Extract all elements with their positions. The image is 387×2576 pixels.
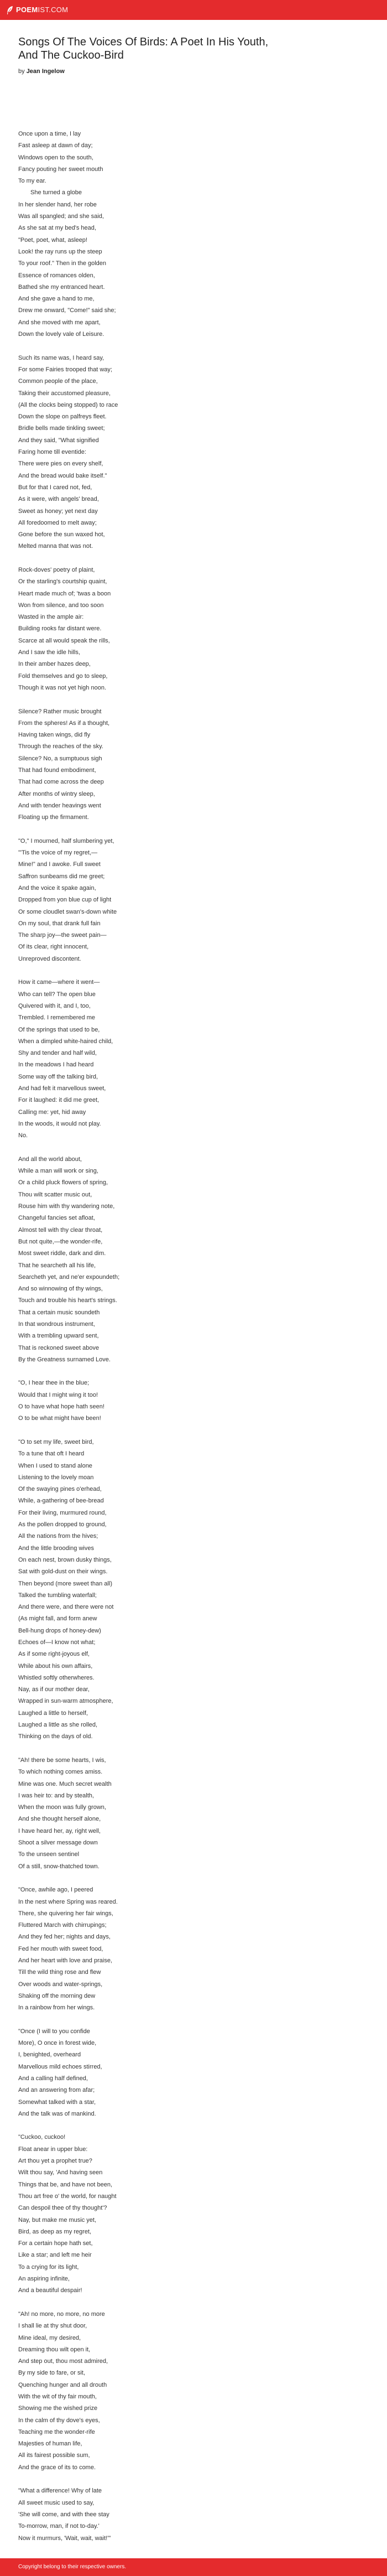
poem-line: And they fed her; nights and days, [18,1934,111,1941]
poem-line: Nay, as if our mother dear, [18,1686,90,1693]
stanza [18,836,350,965]
poem-line: Or some cloudlet swan's-down white [18,908,117,915]
poem-line: "What a difference! Why of late [18,2487,102,2495]
poem-line: Down the slope on palfreys fleet. [18,413,107,421]
poem-line: Showing me the wished prize [18,2405,98,2412]
poem-line: Most sweet riddle, dark and dim. [18,1250,106,1257]
poem-line: How it came—where it went— [18,979,100,986]
poem-line: In the nest where Spring was reared. [18,1898,118,1905]
author-link[interactable]: Jean Ingelow [26,68,65,75]
poem-line: And step out, thou most admired, [18,2358,108,2365]
poem-author [18,68,65,75]
poem-line: And all the world about, [18,1155,82,1163]
poem-line: And a calling half defined, [18,2075,88,2082]
poem-line: And she moved with me apart, [18,319,101,326]
poem-line: Bathed she my entranced heart. [18,283,105,291]
poem-line: Things that be, and have not been, [18,2181,113,2188]
poem-line: Wilt thou say, 'And having seen [18,2169,103,2176]
poem-line: Through the reaches of the sky. [18,743,103,750]
stanza [18,128,350,340]
poem-line: Art thou yet a prophet true? [18,2158,92,2165]
poem-line: As she sat at my bed's head, [18,225,96,232]
poem-line: O to be what might have been! [18,1415,101,1422]
poem-line: Marvellous mild echoes stirred, [18,2063,102,2070]
poem-line: Mine was one. Much secret wealth [18,1780,112,1787]
logo-text-rest: IST.COM [38,6,69,14]
poem-line: To your roof." Then in the golden [18,260,107,267]
poem-line: An aspiring infinite, [18,2276,70,2283]
site-logo-link[interactable] [6,5,68,15]
poem-line: "Ah! no more, no more, no more [18,2310,105,2318]
poem-line: By the Greatness surnamed Love. [18,1356,111,1363]
poem-line: In her slender hand, her robe [18,201,97,208]
poem-line: Shaking off the morning dew [18,1992,96,1999]
poem-line: Once upon a time, I lay [18,131,81,137]
poem-line: In the calm of thy dove's eyes, [18,2417,100,2424]
poem-line: For their living, murmured round, [18,1509,107,1516]
poem-line: Unreproved discontent. [18,955,81,962]
poem-line: Saffron sunbeams did me greet; [18,873,105,880]
poem-body [18,128,350,2544]
poem-line: Echoes of—I know not what; [18,1639,96,1646]
poem-line: To a tune that oft I heard [18,1450,85,1458]
poem-line: All the nations from the hives; [18,1533,98,1540]
poem-line: Talked the tumbling waterfall; [18,1592,97,1599]
poem-line: Common people of the place, [18,378,98,385]
poem-line: Bird, as deep as my regret, [18,2228,92,2235]
poem-line: "O to set my life, sweet bird, [18,1438,94,1445]
poem-line: All sweet music used to say, [18,2499,95,2506]
poem-line: Laughed a little as she rolled, [18,1722,98,1729]
poem-line: In a rainbow from her wings. [18,2004,95,2012]
poem-line: Majesties of human life, [18,2440,82,2448]
poem-line: I was heir to: and by stealth, [18,1792,94,1799]
poem-line: Now it murmurs, 'Wait, wait, wait!'" [18,2534,111,2542]
poem-line: "Cuckoo, cuckoo! [18,2134,66,2141]
stanza [18,564,350,694]
poem-line: Sweet as honey; yet next day [18,507,98,515]
poem-line: But for that I cared not, fed, [18,484,92,491]
poem-line: Silence? No, a sumptuous sigh [18,755,102,762]
poem-line: Teaching me the wonder-rife [18,2428,95,2435]
poem-line: Who can tell? The open blue [18,991,96,998]
poem-line: And her heart with love and praise, [18,1957,112,1965]
poem-line: As the pollen dropped to ground, [18,1521,107,1528]
poem-line: And a beautiful despair! [18,2287,82,2294]
poem-line: Drew me onward, "Come!" said she; [18,307,116,314]
poem-line: All its fairest possible sum, [18,2452,90,2459]
poem-line: That had found embodiment, [18,767,96,774]
author-prefix: by [18,68,25,75]
poem-line: And the voice it spake again, [18,885,96,892]
poem-line: And had felt it marvellous sweet, [18,1085,106,1092]
poem-line: Can despoil thee of thy thought'? [18,2205,107,2212]
stanza [18,1154,350,1366]
poem-line: Shoot a silver message down [18,1839,98,1847]
poem-line: Dreaming thou wilt open it, [18,2346,91,2353]
stanza [18,2485,350,2544]
stanza [18,706,350,824]
poem-line: That had come across the deep [18,779,104,786]
poem-line: Would that I might wing it too! [18,1391,98,1398]
poem-line: Or the starling's courtship quaint, [18,578,107,585]
poem-line: Thinking on the days of old. [18,1733,93,1740]
poem-line: Laughed a little to herself, [18,1709,88,1717]
stanza [18,1755,350,1873]
stanza [18,353,350,553]
poem-line: Till the wild thing rose and flew [18,1969,101,1976]
poem-line: The sharp joy—the sweet pain— [18,932,107,939]
poem-line: Float anear in upper blue: [18,2145,88,2153]
poem-line: Some way off the talking bird, [18,1073,98,1080]
poem-line: Silence? Rather music brought [18,708,102,715]
poem-line: When the moon was fully grown, [18,1804,106,1811]
poem-line: Gone before the sun waxed hot, [18,531,105,538]
logo-text-bold: POEM [16,6,38,14]
poem-line: That he searcheth all his life, [18,1262,96,1269]
poem-line: To the unseen sentinel [18,1851,80,1858]
poem-line: To my ear. [18,178,46,185]
poem-line: That a certain music soundeth [18,1309,100,1316]
poem-line: From the spheres! As if a thought, [18,719,110,727]
poem-line: Of a still, snow-thatched town. [18,1863,100,1870]
poem-line: 'She will come, and with thee stay [18,2511,109,2518]
poem-line: I, benighted, overheard [18,2051,81,2059]
poem-line: Though it was not yet high noon. [18,684,106,691]
poem-line: In their amber hazes deep, [18,661,91,668]
poem-line: Somewhat talked with a star, [18,2098,96,2106]
poem-line: Searcheth yet, and ne'er expoundeth; [18,1273,120,1281]
poem-line: Bridle bells made tinkling sweet; [18,425,105,432]
poem-line: And she gave a hand to me, [18,296,95,303]
poem-line: When a dimpled white-haired child, [18,1038,113,1045]
poem-line: To-morrow, man, if not to-day.' [18,2523,100,2530]
poem-line: When I used to stand alone [18,1462,92,1469]
stanza [18,1377,350,1424]
poem-line: And she thought herself alone, [18,1816,101,1823]
poem-line: Thou art free o' the world, for naught [18,2193,117,2200]
poem-line: "O," I mourned, half slumbering yet, [18,837,114,844]
stanza [18,2026,350,2120]
poem-line: And the little brooding wives [18,1544,94,1552]
poem-line: And the talk was of mankind. [18,2110,96,2117]
poem-line: Fancy pouting her sweet mouth [18,165,103,173]
poem-line: Quenching hunger and all drouth [18,2381,107,2388]
poem-line: For some Fairies trooped that way; [18,366,112,373]
poem-line: "Ah! there be some hearts, I wis, [18,1756,106,1764]
poem-line: Of its clear, right innocent, [18,944,89,951]
poem-line: (As might fall, and form anew [18,1615,97,1623]
poem-line: Fluttered March with chirrupings; [18,1922,107,1929]
poem-line: But not quite,—the wonder-rife, [18,1238,103,1245]
poem-line: Sat with gold-dust on their wings. [18,1568,108,1575]
poem-line: "Once (I will to you confide [18,2028,90,2035]
poem-line: Fast asleep at dawn of day; [18,142,93,149]
stanza [18,2132,350,2297]
poem-line: She turned a globe [30,189,82,196]
poem-line: Heart made much of; 'twas a boon [18,590,111,597]
poem-line: With the wit of thy fair mouth, [18,2393,97,2400]
poem-line: No. [18,1132,28,1139]
poem-line: With a trembling upward sent, [18,1333,99,1340]
poem-line: "O, I hear thee in the blue; [18,1380,90,1387]
site-header [0,0,387,20]
poem-line: And so winnowing of thy wings, [18,1286,103,1293]
poem-line: I have heard her, ay, right well, [18,1827,101,1834]
poem-line: Nay, but make me music yet, [18,2216,97,2223]
poem-line: Essence of romances olden, [18,272,95,279]
poem-line: Building rooks far distant were. [18,625,102,633]
poem-line: While a man will work or sing, [18,1168,98,1175]
poem-line: Quivered with it, and I, too, [18,1002,91,1009]
poem-line: Touch and trouble his heart's strings. [18,1297,117,1304]
poem-line: Thou wilt scatter music out, [18,1191,92,1198]
stanza [18,1884,350,2014]
poem-title: Songs Of The Voices Of Birds: A Poet In His Youth, And The Cuckoo-Bird [18,36,269,61]
stanza [18,977,350,1142]
poem-line: Dropped from yon blue cup of light [18,896,112,904]
poem-line: Melted manna that was not. [18,543,93,550]
poem-line: On each nest, brown dusky things, [18,1556,112,1563]
poem-line: After months of wintry sleep, [18,790,95,797]
poem-line: Windows open to the south, [18,154,93,161]
stanza [18,2309,350,2474]
poem-line: Calling me: yet, hid away [18,1108,86,1116]
feather-icon [6,6,13,15]
poem-line: In the meadows I had heard [18,1061,94,1069]
poem-line: And they said, "What signified [18,437,99,444]
poem-line: Such its name was, I heard say, [18,354,104,361]
poem-line: There, she quivering her fair wings, [18,1910,113,1917]
poem-line: Like a star; and left me heir [18,2252,92,2259]
poem-line: Wasted in the ample air: [18,614,84,621]
poem-line: Almost tell with thy clear throat, [18,1226,103,1233]
poem-line: I shall lie at thy shut door, [18,2323,87,2330]
poem-line: As if some right-joyous elf, [18,1651,90,1658]
poem-line: To a crying for its light, [18,2263,79,2271]
poem-line: To which nothing comes amiss. [18,1769,103,1776]
poem-line: For it laughed: it did me greet, [18,1097,100,1104]
poem-line: Changeful fancies set afloat, [18,1215,95,1222]
poem-line: Then beyond (more sweet than all) [18,1580,112,1587]
poem-line: Mine!" and I awoke. Full sweet [18,861,101,868]
poem-line: Whistled softly otherwheres. [18,1674,95,1681]
poem-line: "Once, awhile ago, I peered [18,1886,93,1894]
poem-line: Mine ideal, my desired, [18,2334,81,2341]
poem-line: Down the lovely vale of Leisure. [18,331,104,338]
poem-line: That is reckoned sweet above [18,1344,100,1351]
poem-line: In the woods, it would not play. [18,1120,101,1127]
poem-line: As it were, with angels' bread, [18,496,99,503]
poem-line: While, a-gathering of bee-bread [18,1497,104,1505]
poem-line: For a certain hope hath set, [18,2240,93,2247]
poem-line: Of the springs that used to be, [18,1026,100,1033]
poem-line: And the bread would bake itself." [18,472,107,479]
poem-line: Fold themselves and go to sleep, [18,672,108,680]
poem-line: Listening to the lovely moan [18,1474,94,1481]
site-footer [0,2558,387,2576]
poem-line: "Poet, poet, what, asleep! [18,236,87,243]
poem-line: By my side to fare, or sit, [18,2370,86,2377]
poem-line: Or a child pluck flowers of spring, [18,1179,108,1186]
poem-line: More), O once in forest wide, [18,2040,97,2047]
poem-line: "'Tis the voice of my regret,— [18,849,98,857]
poem-line: (All the clocks being stopped) to race [18,401,118,408]
poem-line: All foredoomed to melt away; [18,519,97,526]
poem-line: There were pies on every shelf, [18,460,103,468]
poem-line: And the grace of its to come. [18,2464,96,2471]
poem-line: Look! the ray runs up the steep [18,248,102,255]
poem-line: Of the swaying pines o'erhead, [18,1486,102,1493]
poem-line: Won from silence, and too soon [18,602,104,609]
poem-line: Shy and tender and half wild, [18,1050,97,1057]
poem-line: And an answering from afar; [18,2087,95,2094]
poem-line: Bell-hung drops of honey-dew) [18,1627,101,1634]
copyright-text: Copyright belong to their respective owners. [18,2564,127,2570]
poem-line: Having taken wings, did fly [18,732,91,739]
poem-line: Wrapped in sun-warm atmosphere, [18,1698,113,1705]
poem-line: Scarce at all would speak the rills, [18,637,110,644]
poem-line: While about his own affairs, [18,1662,93,1670]
poem-line: And there were, and there were not [18,1604,114,1611]
poem-line: On my soul, that drank full fain [18,920,101,927]
poem-line: Fed her mouth with sweet food, [18,1945,103,1952]
poem-line: In that wondrous instrument, [18,1320,95,1328]
poem-line: O to have what hope hath seen! [18,1403,104,1411]
poem-line: Faring home till eventide: [18,449,86,456]
poem-line: Trembled. I remembered me [18,1014,95,1022]
poem-line: Taking their accustomed pleasure, [18,390,111,397]
poem-line: Rouse him with thy wandering note, [18,1203,115,1210]
poem-line: Floating up the firmament. [18,814,89,821]
poem-line: And I saw the idle hills, [18,649,80,656]
poem-line: Over woods and water-springs, [18,1981,103,1988]
poem-line: Was all spangled; and she said, [18,213,104,220]
stanza [18,1437,350,1743]
poem-line: And with tender heavings went [18,802,101,809]
poem-line: Rock-doves' poetry of plaint, [18,566,95,573]
